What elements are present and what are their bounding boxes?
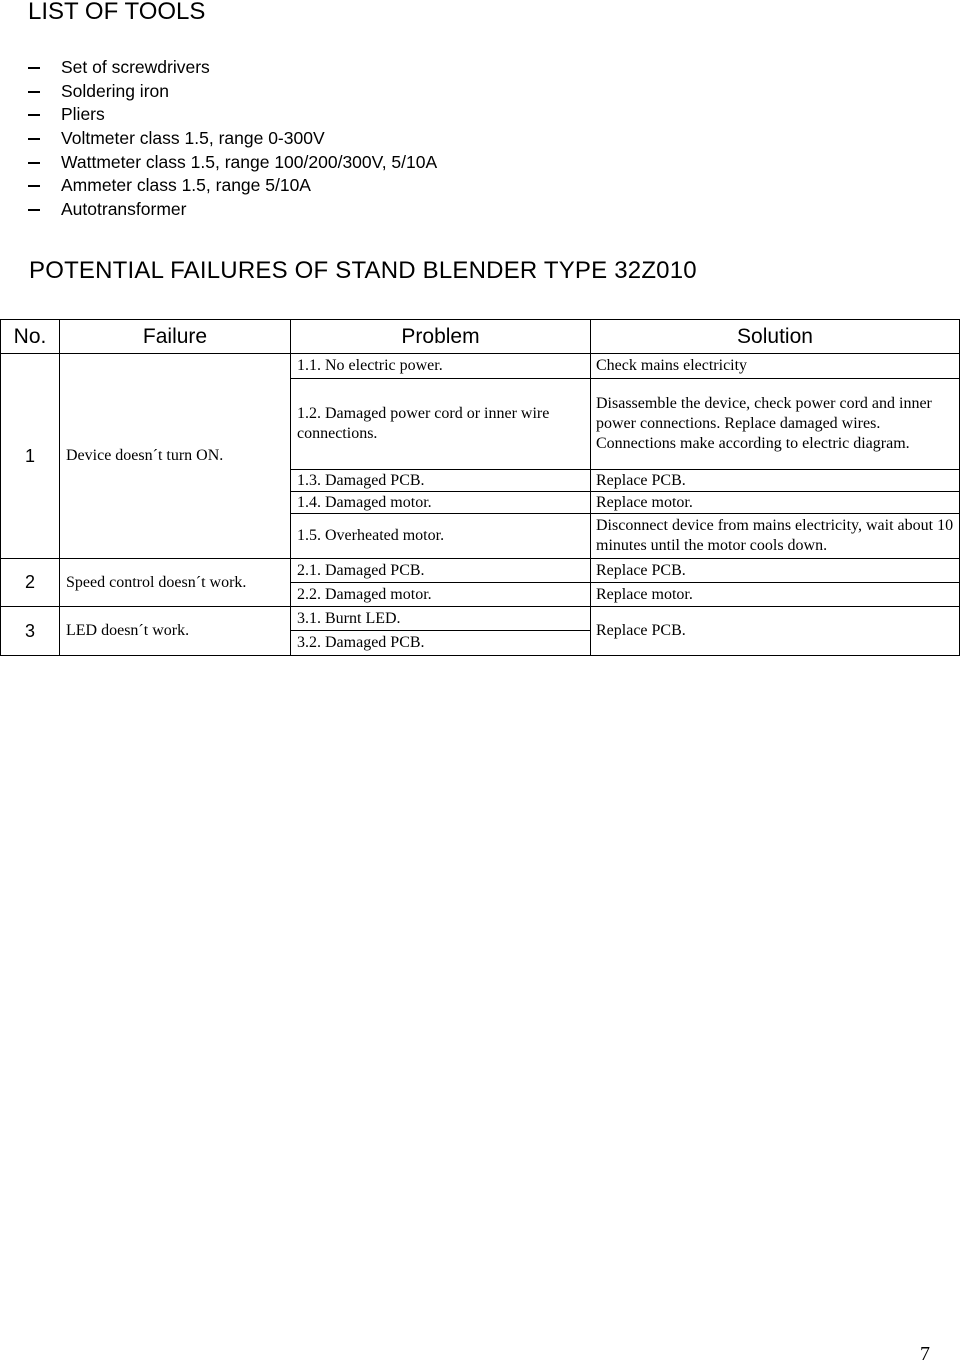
failure-number: 1 (1, 354, 60, 559)
solution-cell: Disassemble the device, check power cord and inner power connections. Replace damaged wires. Connections make according to electric diagram. (591, 379, 960, 470)
problem-cell: 1.5. Overheated motor. (291, 514, 591, 559)
list-item: Voltmeter class 1.5, range 0-300V (28, 127, 437, 151)
list-item: Wattmeter class 1.5, range 100/200/300V, 5/10A (28, 151, 437, 175)
header-solution: Solution (591, 320, 960, 354)
dash-bullet-icon (28, 67, 40, 69)
solution-cell: Replace motor. (591, 492, 960, 514)
table-header-row (1, 320, 960, 354)
solution-cell: Check mains electricity (591, 354, 960, 379)
tools-heading: LIST OF TOOLS (28, 0, 206, 25)
list-item: Pliers (28, 103, 437, 127)
problem-cell: 3.2. Damaged PCB. (291, 631, 591, 656)
list-item: Ammeter class 1.5, range 5/10A (28, 174, 437, 198)
problem-cell: 2.2. Damaged motor. (291, 583, 591, 607)
solution-cell: Replace PCB. (591, 470, 960, 492)
dash-bullet-icon (28, 209, 40, 211)
solution-cell: Replace PCB. (591, 559, 960, 583)
list-item: Set of screwdrivers (28, 56, 437, 80)
dash-bullet-icon (28, 114, 40, 116)
problem-cell: 1.3. Damaged PCB. (291, 470, 591, 492)
header-no: No. (1, 320, 60, 354)
header-failure: Failure (60, 320, 291, 354)
problem-cell: 2.1. Damaged PCB. (291, 559, 591, 583)
page-number: 7 (920, 1343, 930, 1365)
failures-heading: POTENTIAL FAILURES OF STAND BLENDER TYPE 32Z010 (29, 257, 697, 284)
failure-description: LED doesn´t work. (60, 607, 291, 656)
header-problem: Problem (291, 320, 591, 354)
failure-description: Device doesn´t turn ON. (60, 354, 291, 559)
dash-bullet-icon (28, 91, 40, 93)
table-row (1, 559, 960, 583)
problem-cell: 3.1. Burnt LED. (291, 607, 591, 631)
dash-bullet-icon (28, 162, 40, 164)
solution-cell: Replace motor. (591, 583, 960, 607)
tools-list (28, 56, 437, 222)
dash-bullet-icon (28, 185, 40, 187)
problem-cell: 1.4. Damaged motor. (291, 492, 591, 514)
solution-cell: Disconnect device from mains electricity, wait about 10 minutes until the motor cools down. (591, 514, 960, 559)
problem-cell: 1.1. No electric power. (291, 354, 591, 379)
failure-number: 2 (1, 559, 60, 607)
list-item: Soldering iron (28, 80, 437, 104)
solution-cell: Replace PCB. (591, 607, 960, 656)
table-row (1, 354, 960, 379)
table-row (1, 607, 960, 631)
failures-table (0, 319, 960, 656)
dash-bullet-icon (28, 138, 40, 140)
failure-description: Speed control doesn´t work. (60, 559, 291, 607)
problem-cell: 1.2. Damaged power cord or inner wire connections. (291, 379, 591, 470)
list-item: Autotransformer (28, 198, 437, 222)
failure-number: 3 (1, 607, 60, 656)
